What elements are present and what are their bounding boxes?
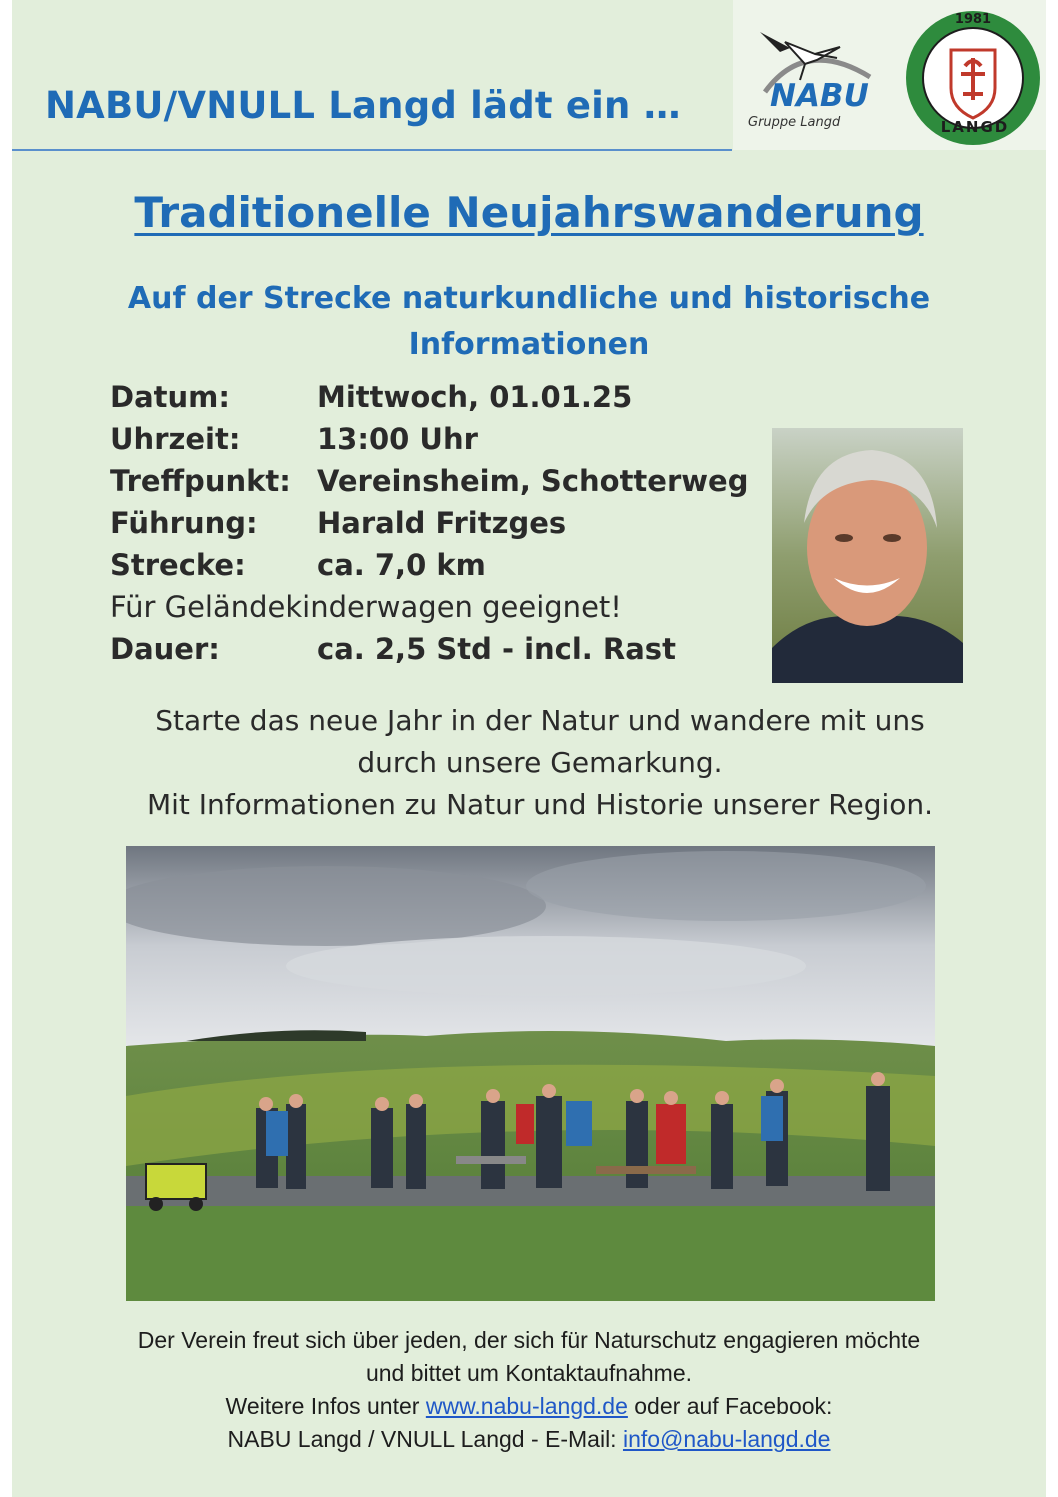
route-label: Strecke: — [110, 548, 246, 582]
event-subtitle-line2: Informationen — [408, 327, 650, 362]
guide-label: Führung: — [110, 506, 258, 540]
time-label: Uhrzeit: — [110, 422, 241, 456]
nabu-logo-word: NABU — [770, 78, 869, 114]
duration-label: Dauer: — [110, 632, 220, 666]
email-link[interactable]: info@nabu-langd.de — [622, 1426, 831, 1452]
date-value: Mittwoch, 01.01.25 — [317, 380, 633, 414]
guide-value: Harald Fritzges — [317, 506, 567, 540]
footer-line2: und bittet um Kontaktaufnahme. — [365, 1360, 693, 1386]
intro-line2: durch unsere Gemarkung. — [357, 746, 723, 779]
footer-line3 — [0, 1390, 1058, 1423]
date-label: Datum: — [110, 380, 230, 414]
event-subtitle-line1: Auf der Strecke naturkundliche und historische — [127, 281, 931, 316]
footer-contact-prefix: NABU Langd / VNULL Langd - E-Mail: — [227, 1426, 623, 1452]
vnull-logo-name: LANGD — [940, 118, 1010, 136]
footer-text — [0, 1324, 1058, 1456]
vnull-logo-year: 1981 — [954, 12, 992, 27]
intro-line3: Mit Informationen zu Natur und Historie unserer Region. — [146, 788, 934, 821]
duration-value: ca. 2,5 Std - incl. Rast — [317, 632, 676, 666]
meeting-label: Treffpunkt: — [110, 464, 291, 498]
intro-line1: Starte das neue Jahr in der Natur und wandere mit uns — [155, 704, 925, 737]
route-value: ca. 7,0 km — [317, 548, 486, 582]
event-subtitle — [0, 276, 1058, 368]
website-link[interactable]: www.nabu-langd.de — [425, 1393, 628, 1419]
group-hike-photo — [126, 846, 935, 1301]
meeting-value: Vereinsheim, Schotterweg — [317, 464, 749, 498]
nabu-logo-subtitle: Gruppe Langd — [748, 115, 841, 130]
header-divider — [12, 149, 732, 151]
header-title: NABU/VNULL Langd lädt ein … — [45, 84, 681, 127]
footer-website-prefix: Weitere Infos unter — [225, 1393, 426, 1419]
event-title: Traditionelle Neujahrswanderung — [134, 188, 924, 237]
guide-portrait-photo — [772, 428, 963, 683]
intro-text — [0, 700, 1058, 826]
footer-line1: Der Verein freut sich über jeden, der sich für Naturschutz engagieren möchte — [137, 1327, 921, 1353]
time-value: 13:00 Uhr — [317, 422, 478, 456]
stroller-note: Für Geländekinderwagen geeignet! — [110, 590, 622, 624]
footer-facebook-text: oder auf Facebook: — [627, 1393, 833, 1419]
footer-line4 — [0, 1423, 1058, 1456]
